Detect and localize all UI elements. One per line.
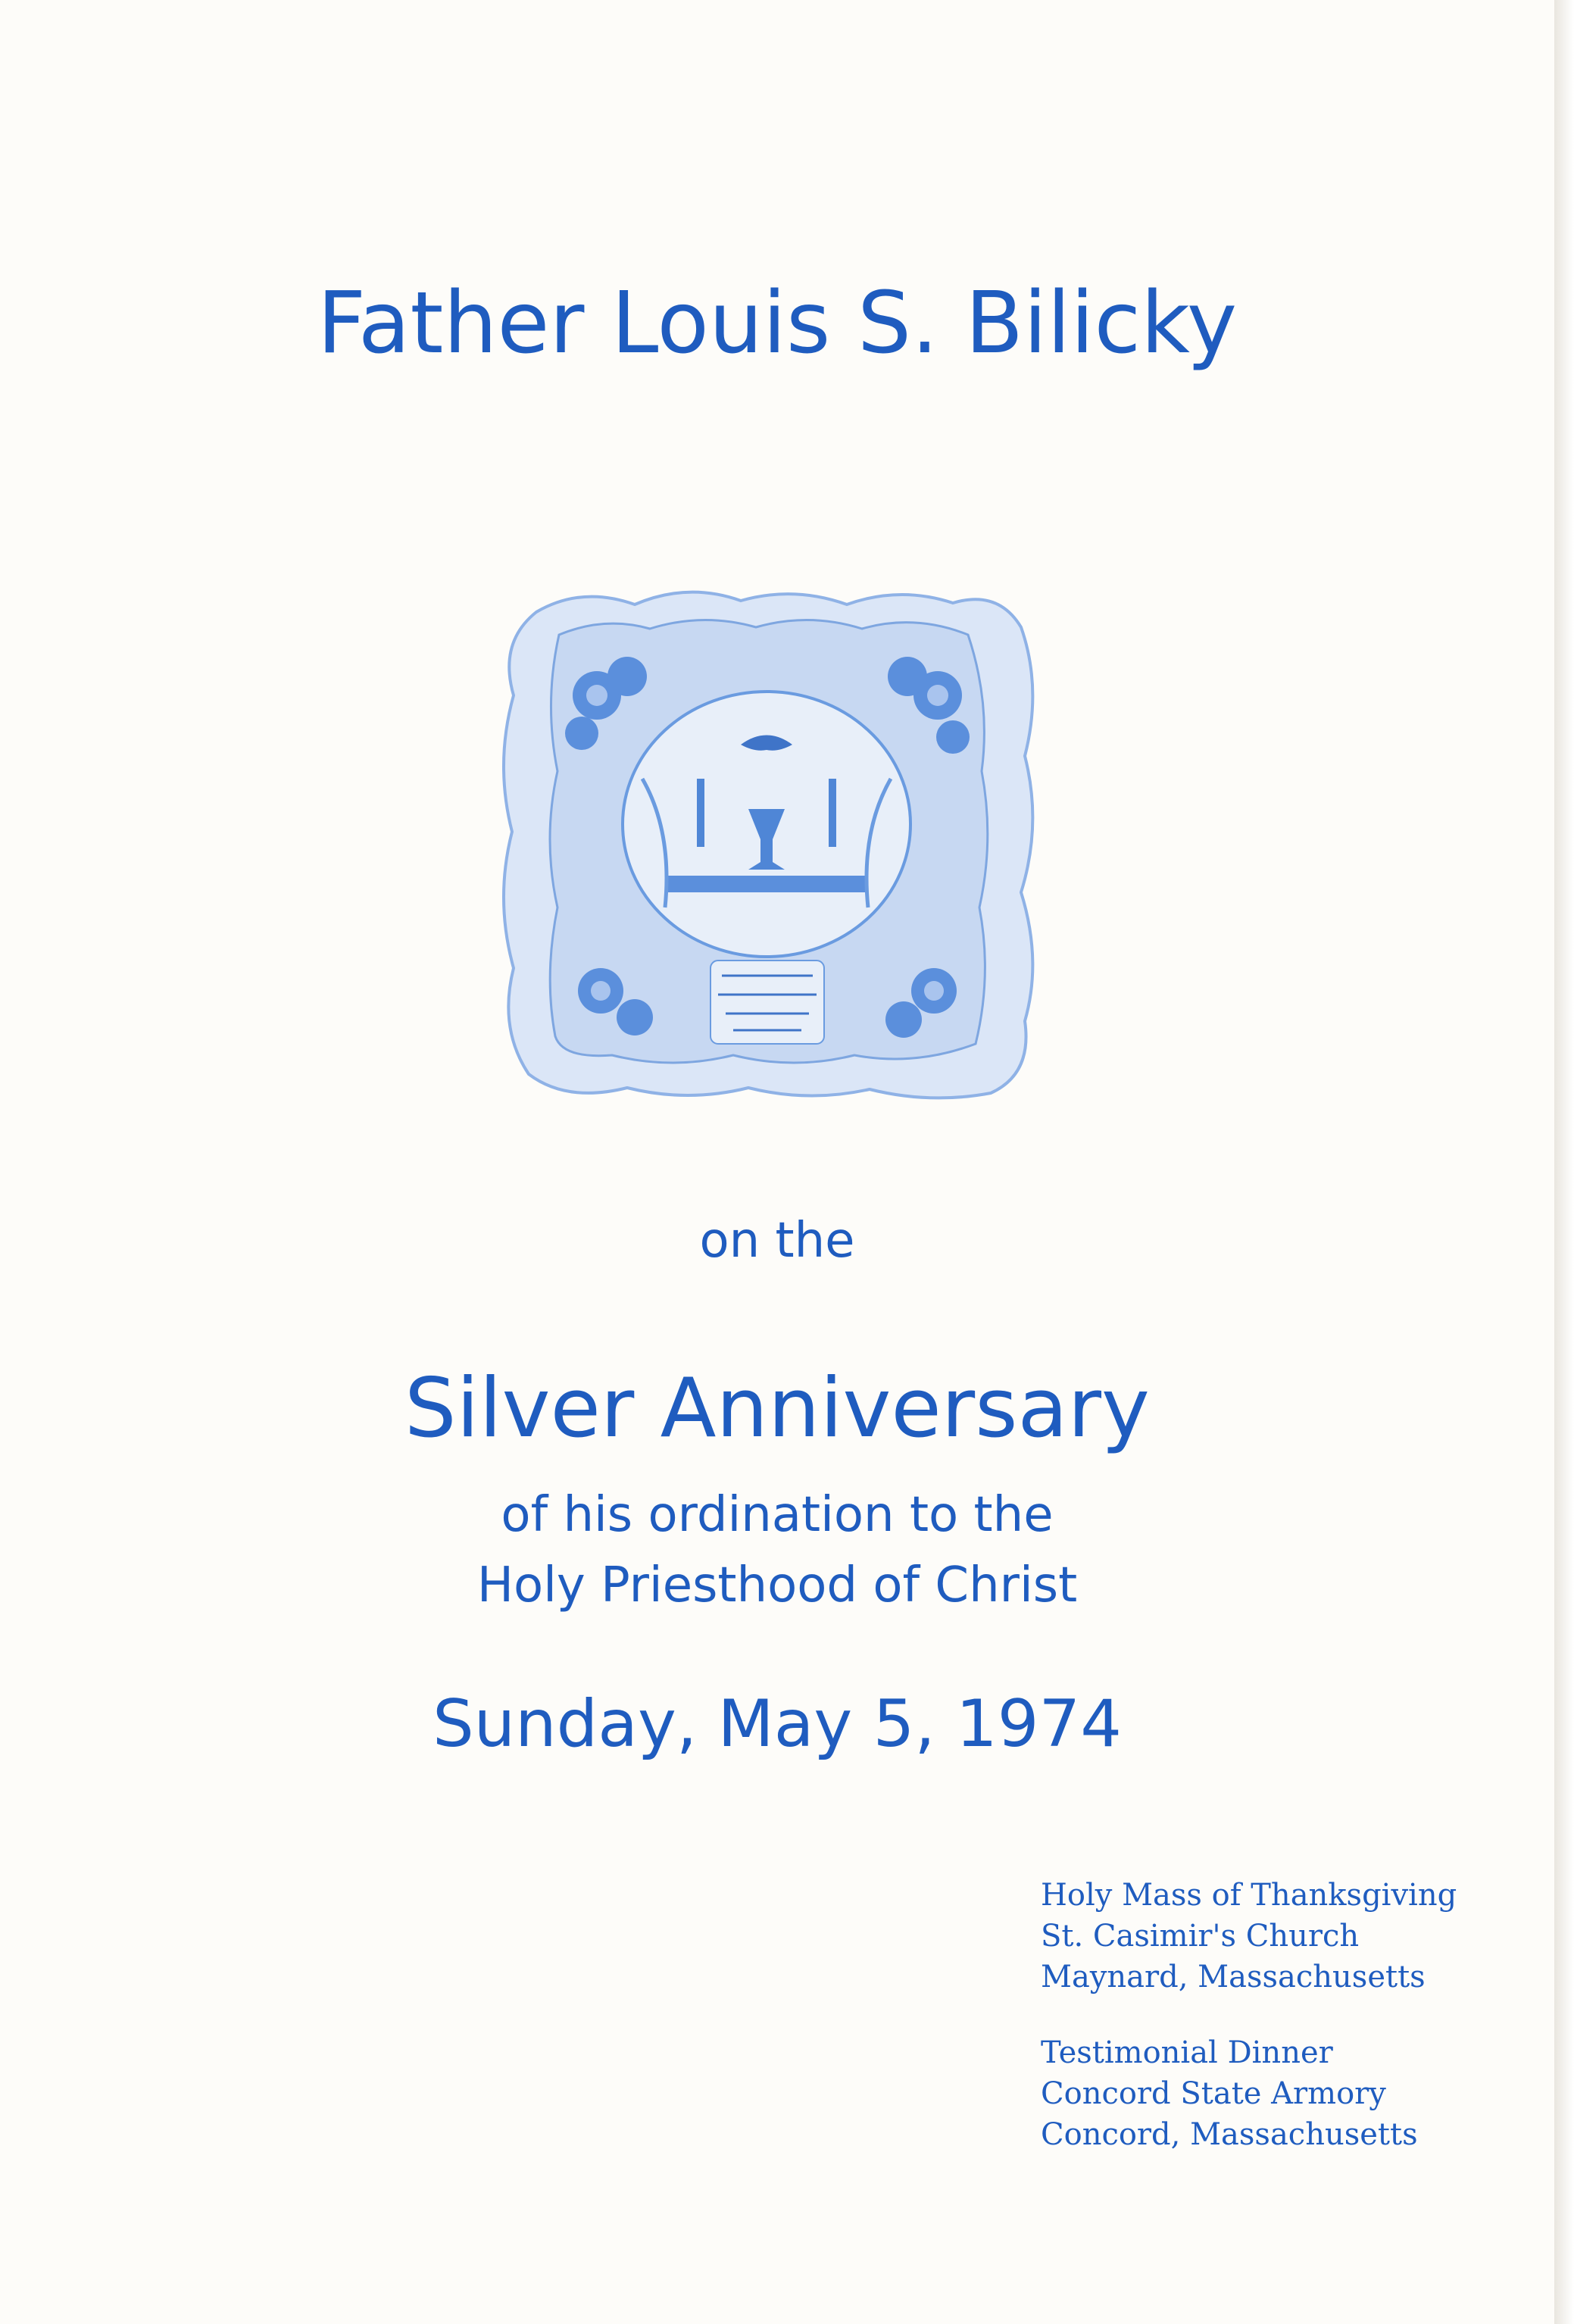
occasion-heading: Silver Anniversary xyxy=(404,1361,1150,1456)
dinner-venue: Concord State Armory xyxy=(1041,2076,1386,2111)
mass-location: Maynard, Massachusetts xyxy=(1041,1960,1426,1994)
event-date: Sunday, May 5, 1974 xyxy=(433,1686,1122,1762)
ordination-line-2: Holy Priesthood of Christ xyxy=(476,1557,1078,1613)
dinner-event xyxy=(1041,2032,1457,2155)
mass-church: St. Casimir's Church xyxy=(1041,1919,1360,1954)
page-edge xyxy=(1554,0,1574,2324)
events-block xyxy=(1041,1875,1457,2155)
mass-event xyxy=(1041,1875,1457,1998)
ordination-line-1: of his ordination to the xyxy=(501,1487,1054,1543)
dinner-title: Testimonial Dinner xyxy=(1041,2035,1333,2070)
mass-title: Holy Mass of Thanksgiving xyxy=(1041,1878,1457,1913)
page-title: Father Louis S. Bilicky xyxy=(317,274,1238,373)
ordination-pillow-image xyxy=(491,582,1042,1103)
dinner-location: Concord, Massachusetts xyxy=(1041,2117,1418,2152)
on-the-text: on the xyxy=(699,1213,855,1269)
